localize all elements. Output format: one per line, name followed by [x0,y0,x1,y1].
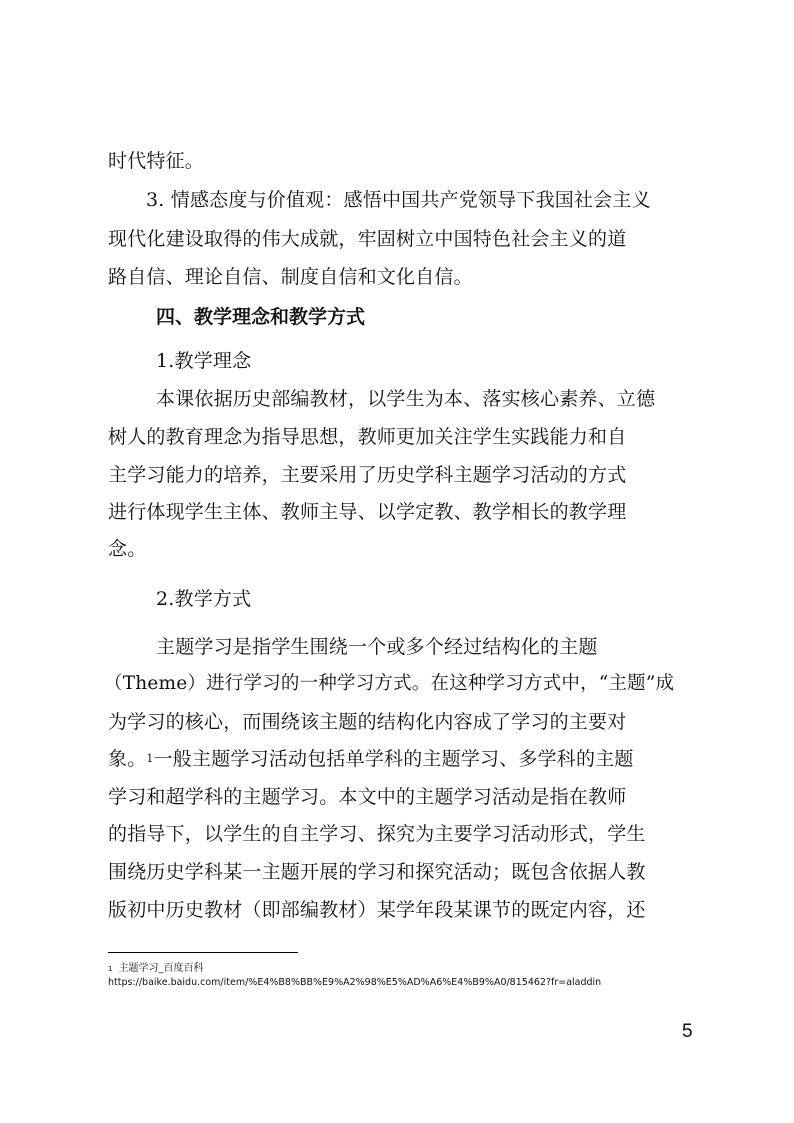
paragraph-line: 为学习的核心，而围绕该主题的结构化内容成了学习的主要对 [108,711,627,733]
footnote-divider [108,952,298,953]
paragraph-line: 学习和超学科的主题学习。本文中的主题学习活动是指在教师 [108,786,627,808]
page-number: 5 [682,1021,693,1042]
footnote-url[interactable]: https://baike.baidu.com/item/%E4%B8%BB%E9%A2%98%E5%AD%A6%E4%B9%A0/815462?fr=aladdin [108,977,602,988]
paragraph-line: 进行体现学生主体、教师主导、以学定教、教学相长的教学理 [108,501,627,523]
text-line: 现代化建设取得的伟大成就，牢固树立中国特色社会主义的道 [108,228,627,250]
subheading-teaching-method: 2.教学方式 [156,588,252,610]
section-heading: 四、教学理念和教学方式 [156,306,366,328]
paragraph-line: 的指导下，以学生的自主学习、探究为主要学习活动形式，学生 [108,823,646,845]
paragraph-line: 主学习能力的培养，主要采用了历史学科主题学习活动的方式 [108,464,627,486]
text-line: 时代特征。 [108,150,205,172]
paragraph-line: 本课依据历史部编教材，以学生为本、落实核心素养、立德 [156,388,656,410]
text-line: 路自信、理论自信、制度自信和文化自信。 [108,266,473,288]
paragraph-text: 一般主题学习活动包括单学科的主题学习、多学科的主题 [153,748,634,770]
text-line: 3. 情感态度与价值观：感悟中国共产党领导下我国社会主义 [146,189,651,211]
paragraph-line: （Theme）进行学习的一种学习方式。在这种学习方式中，“主题”成 [104,673,675,694]
paragraph-line: 主题学习是指学生围绕一个或多个经过结构化的主题 [156,636,598,658]
subheading-teaching-philosophy: 1.教学理念 [156,350,252,372]
footnote-marker: 1 [108,965,113,973]
paragraph-line: 版初中历史教材（即部编教材）某学年段某课节的既定内容，还 [108,899,646,921]
paragraph-line: 树人的教育理念为指导思想，教师更加关注学生实践能力和自 [108,426,627,448]
footnote-title-text: 主题学习_百度百科 [118,963,204,974]
footnote-title [108,963,203,975]
footnote-ref[interactable]: 1 [146,752,154,765]
paragraph-line: 围绕历史学科某一主题开展的学习和探究活动；既包含依据人教 [108,861,646,883]
paragraph-text: 象。 [108,748,147,770]
paragraph-line: 念。 [108,538,147,560]
paragraph-line [108,748,634,770]
